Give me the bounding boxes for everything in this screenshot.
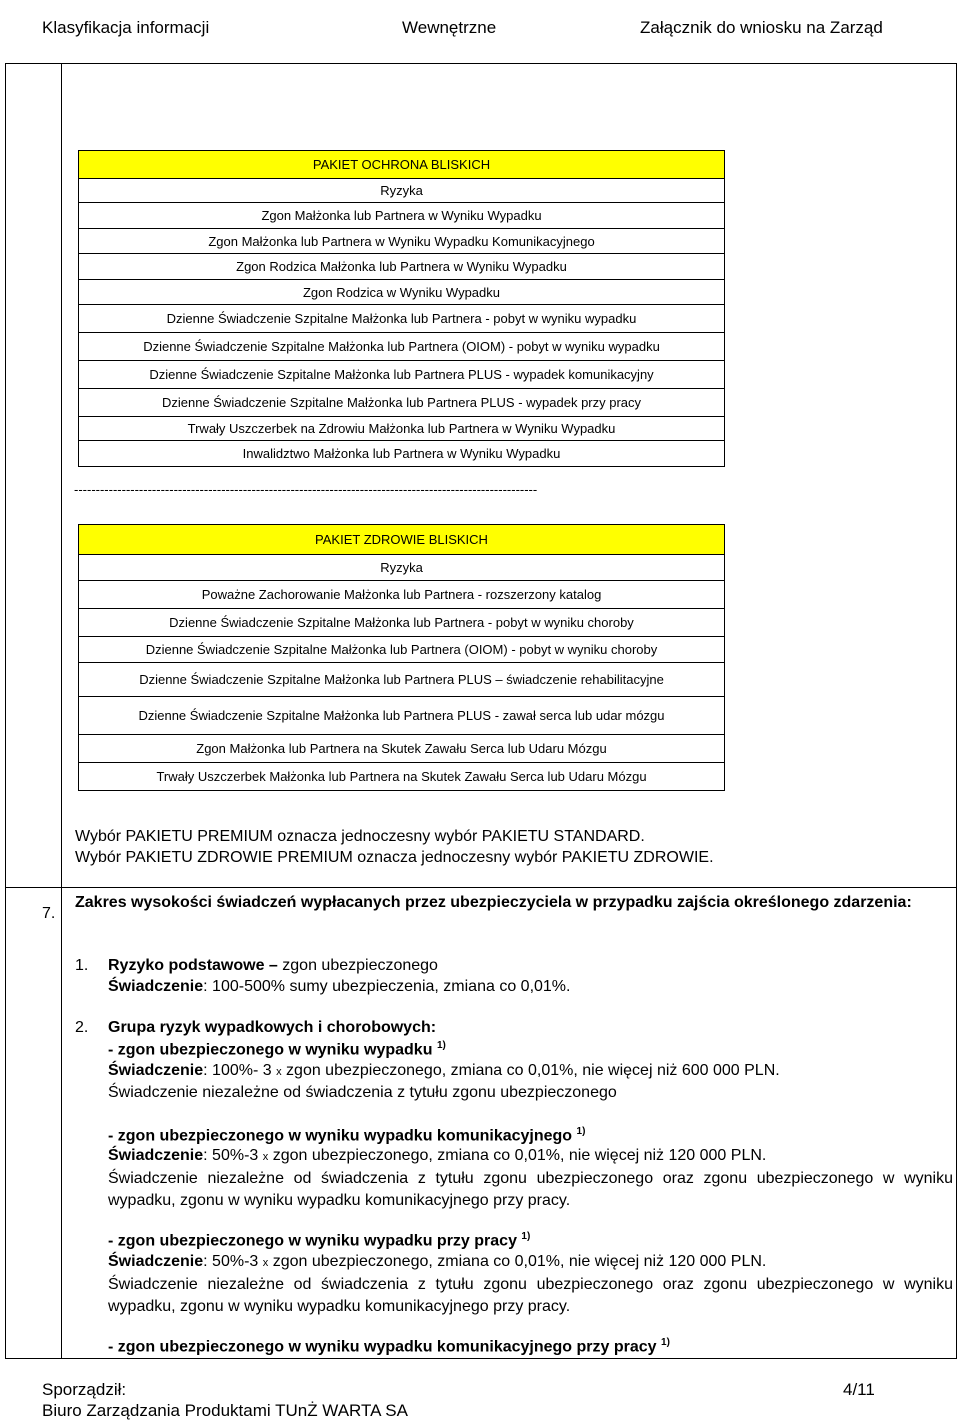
item1-title: Ryzyko podstawowe – <box>108 957 278 974</box>
risk-row: Zgon Małżonka lub Partnera na Skutek Zawału Serca lub Udaru Mózgu <box>79 735 725 763</box>
sub2-title: zgon ubezpieczonego w wyniku wypadku komunikacyjnego <box>117 1127 573 1145</box>
sub2-title-line <box>108 1126 585 1145</box>
dash: - <box>108 1232 118 1250</box>
dash: - <box>108 1338 118 1356</box>
benefit-label: Świadczenie <box>108 978 204 995</box>
sub2-note: Świadczenie niezależne od świadczenia z tytułu zgonu ubezpieczonego oraz zgonu ubezpieczonego w wyniku wypadku, zgonu w wyniku wypadku komunikacyjnego przy pracy. <box>108 1170 953 1209</box>
risk-row: Trwały Uszczerbek na Zdrowiu Małżonka lub Partnera w Wyniku Wypadku <box>79 417 725 441</box>
footnote-marker: 1) <box>436 1040 446 1051</box>
sub3-value-a: : 50%-3 <box>203 1253 263 1270</box>
column-divider <box>61 64 62 1358</box>
section-heading: Zakres wysokości świadczeń wypłacanych przez ubezpieczyciela w przypadku zajścia określonego zdarzenia: <box>75 894 912 911</box>
note-premium: Wybór PAKIETU PREMIUM oznacza jednoczesny wybór PAKIETU STANDARD. <box>75 828 645 845</box>
pakiet-ochrona-table <box>78 150 725 467</box>
header-confidentiality: Wewnętrzne <box>402 18 497 37</box>
sub2-value-a: : 50%-3 <box>203 1147 263 1164</box>
x-marker: x <box>262 1257 269 1269</box>
item1-line <box>108 957 438 975</box>
item1-number: 1. <box>75 957 89 974</box>
benefit-label: Świadczenie <box>108 1062 204 1079</box>
risk-row: Zgon Rodzica w Wyniku Wypadku <box>79 280 725 305</box>
sub1-title: zgon ubezpieczonego w wyniku wypadku <box>117 1041 433 1059</box>
benefit-label: Świadczenie <box>108 1253 204 1270</box>
footnote-marker: 1) <box>661 1337 670 1348</box>
risk-row: Dzienne Świadczenie Szpitalne Małżonka lub Partnera - pobyt w wyniku wypadku <box>79 305 725 333</box>
sub2-value-b: zgon ubezpieczonego, zmiana co 0,01%, nie więcej niż 120 000 PLN. <box>268 1147 767 1164</box>
sub1-value-b: zgon ubezpieczonego, zmiana co 0,01%, nie więcej niż 600 000 PLN. <box>281 1062 780 1079</box>
x-marker: x <box>262 1151 269 1163</box>
item2-number: 2. <box>75 1019 89 1036</box>
risk-row: Zgon Małżonka lub Partnera w Wyniku Wypadku Komunikacyjnego <box>79 229 725 254</box>
sub4-title: zgon ubezpieczonego w wyniku wypadku komunikacyjnego przy pracy <box>117 1338 657 1356</box>
sub1-title-line <box>108 1040 446 1059</box>
header-classification: Klasyfikacja informacji <box>42 18 210 37</box>
row-divider <box>6 887 956 888</box>
header-attachment: Załącznik do wniosku na Zarząd <box>640 18 883 37</box>
item1-desc: zgon ubezpieczonego <box>277 957 438 974</box>
sub3-note: Świadczenie niezależne od świadczenia z tytułu zgonu ubezpieczonego oraz zgonu ubezpieczonego w wyniku wypadku, zgonu w wyniku wypadku komunikacyjnego przy pracy. <box>108 1276 953 1315</box>
section-number: 7. <box>42 905 56 922</box>
item2-heading: Grupa ryzyk wypadkowych i chorobowych: <box>108 1019 437 1036</box>
footer-label: Sporządził: <box>42 1380 127 1399</box>
risk-row: Trwały Uszczerbek Małżonka lub Partnera na Skutek Zawału Serca lub Udaru Mózgu <box>79 763 725 791</box>
sub3-benefit <box>108 1253 766 1271</box>
pakiet-zdrowie-table <box>78 524 725 791</box>
risk-row: Zgon Rodzica Małżonka lub Partnera w Wyniku Wypadku <box>79 254 725 280</box>
note-zdrowie-premium: Wybór PAKIETU ZDROWIE PREMIUM oznacza jednoczesny wybór PAKIETU ZDROWIE. <box>75 849 714 866</box>
risk-row: Dzienne Świadczenie Szpitalne Małżonka lub Partnera PLUS - zawał serca lub udar mózgu <box>79 697 725 735</box>
sub2-benefit <box>108 1147 766 1165</box>
pakiet-ochrona-title: PAKIET OCHRONA BLISKICH <box>79 151 725 179</box>
item1-benefit <box>108 978 570 996</box>
risk-row: Poważne Zachorowanie Małżonka lub Partnera - rozszerzony katalog <box>79 581 725 609</box>
footnote-marker: 1) <box>576 1126 586 1137</box>
ryzyka-label: Ryzyka <box>79 555 725 581</box>
sub3-value-b: zgon ubezpieczonego, zmiana co 0,01%, nie więcej niż 120 000 PLN. <box>268 1253 767 1270</box>
risk-row: Dzienne Świadczenie Szpitalne Małżonka lub Partnera PLUS – świadczenie rehabilitacyjne <box>79 663 725 697</box>
sub4-title-line <box>108 1337 670 1356</box>
benefit-label: Świadczenie <box>108 1147 204 1164</box>
pakiet-zdrowie-title: PAKIET ZDROWIE BLISKICH <box>79 525 725 555</box>
risk-row: Dzienne Świadczenie Szpitalne Małżonka lub Partnera (OIOM) - pobyt w wyniku choroby <box>79 637 725 663</box>
item1-benefit-value: : 100-500% sumy ubezpieczenia, zmiana co 0,01%. <box>203 978 571 995</box>
ryzyka-label: Ryzyka <box>79 179 725 203</box>
risk-row: Dzienne Świadczenie Szpitalne Małżonka lub Partnera (OIOM) - pobyt w wyniku wypadku <box>79 333 725 361</box>
sub1-benefit <box>108 1062 780 1080</box>
risk-row: Dzienne Świadczenie Szpitalne Małżonka lub Partnera - pobyt w wyniku choroby <box>79 609 725 637</box>
sub1-value-a: : 100%- 3 <box>203 1062 277 1079</box>
separator-line: ----------------------------------------------------------------------------------------------------------- <box>74 482 538 497</box>
sub3-title-line <box>108 1231 530 1250</box>
dash: - <box>108 1041 118 1059</box>
risk-row: Inwalidztwo Małżonka lub Partnera w Wyniku Wypadku <box>79 441 725 467</box>
x-marker: x <box>276 1066 282 1078</box>
dash: - <box>108 1127 118 1145</box>
footer-org: Biuro Zarządzania Produktami TUnŻ WARTA SA <box>42 1401 408 1420</box>
page-number: 4/11 <box>843 1380 875 1399</box>
risk-row: Zgon Małżonka lub Partnera w Wyniku Wypadku <box>79 203 725 229</box>
risk-row: Dzienne Świadczenie Szpitalne Małżonka lub Partnera PLUS - wypadek przy pracy <box>79 389 725 417</box>
risk-row: Dzienne Świadczenie Szpitalne Małżonka lub Partnera PLUS - wypadek komunikacyjny <box>79 361 725 389</box>
sub1-note: Świadczenie niezależne od świadczenia z tytułu zgonu ubezpieczonego <box>108 1084 617 1101</box>
sub3-title: zgon ubezpieczonego w wyniku wypadku przy pracy <box>117 1232 517 1250</box>
footnote-marker: 1) <box>521 1231 531 1242</box>
